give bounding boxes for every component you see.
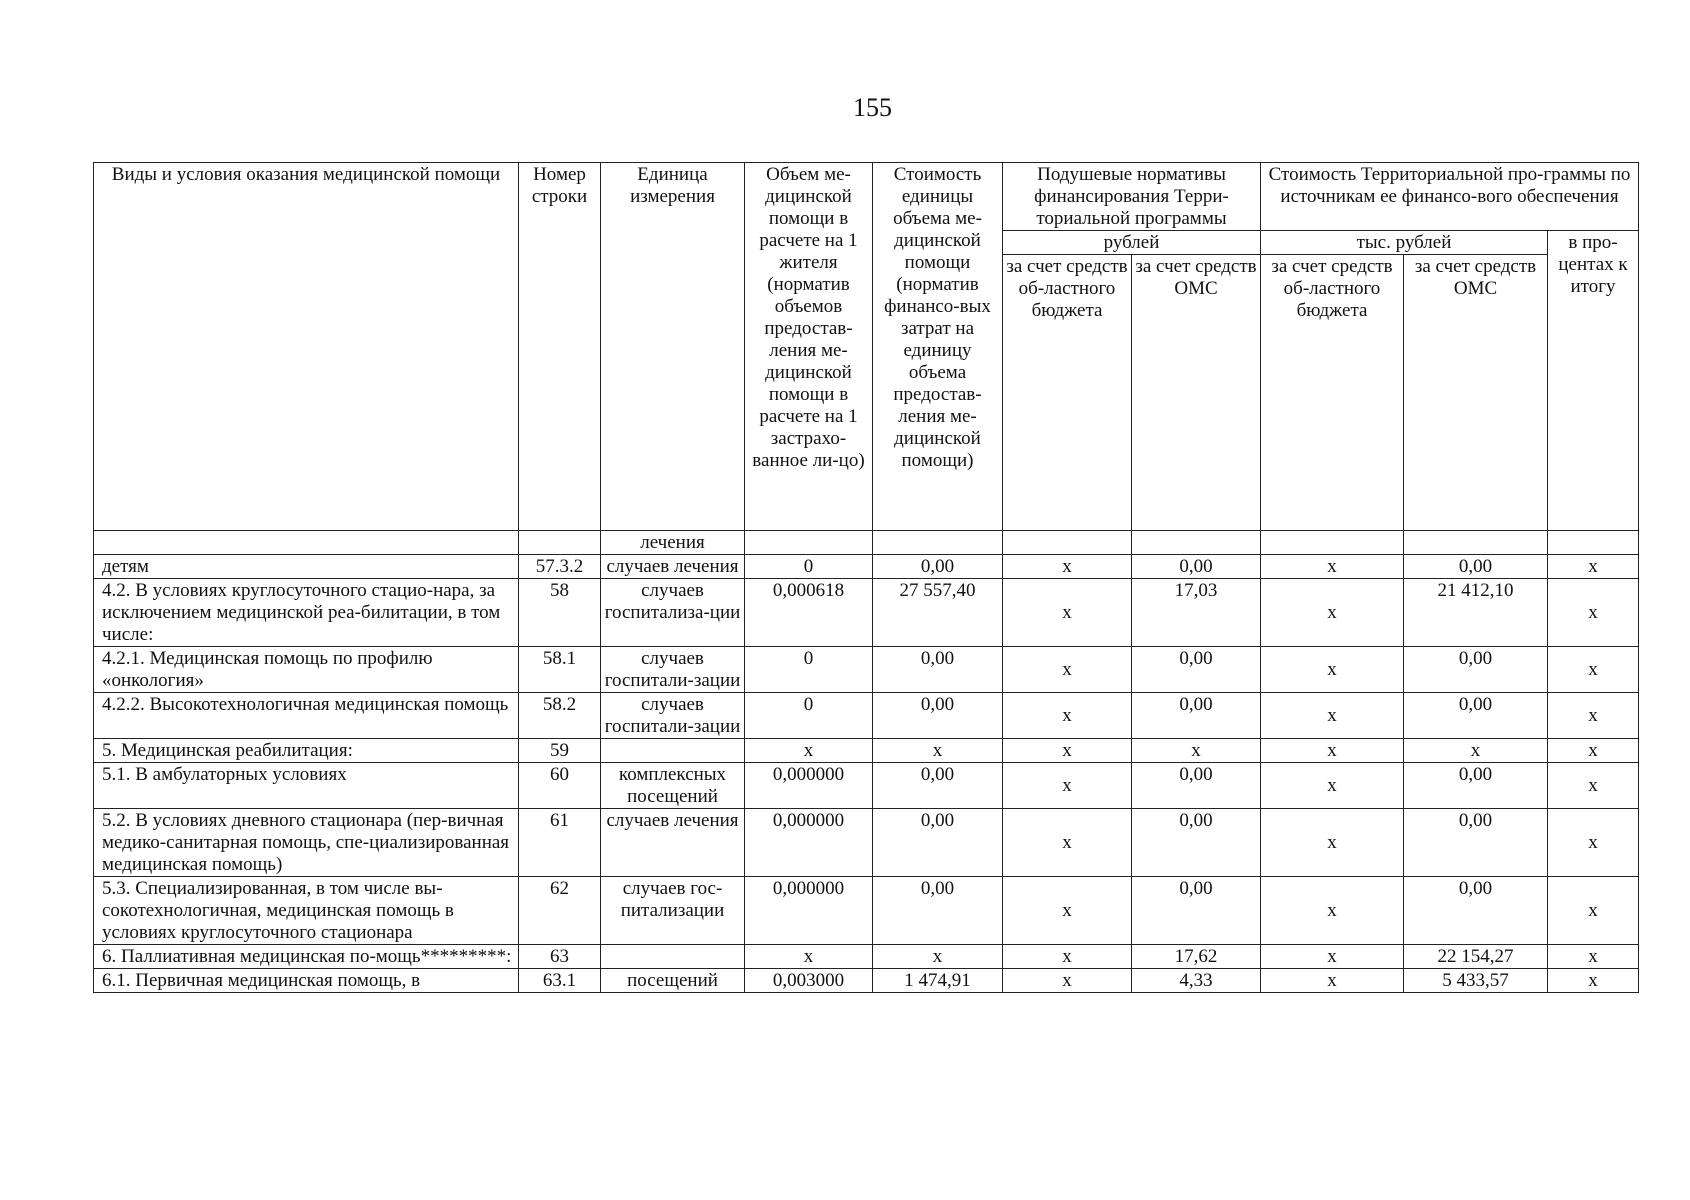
cell-volume: 0,000000: [745, 877, 873, 945]
cell-volume: 0: [745, 647, 873, 693]
cell-percent: [1548, 531, 1639, 555]
cell-volume: x: [745, 739, 873, 763]
cell-percent: x: [1548, 739, 1639, 763]
cell-regional-rub: x: [1003, 763, 1132, 809]
cell-unit-cost: 0,00: [873, 763, 1003, 809]
header-regional-budget-2: за счет средств об-ластного бюджета: [1261, 255, 1404, 531]
cell-percent: x: [1548, 969, 1639, 993]
cell-regional-rub: x: [1003, 647, 1132, 693]
cell-regional-thous: x: [1261, 647, 1404, 693]
cell-regional-thous: x: [1261, 579, 1404, 647]
cell-percent: x: [1548, 555, 1639, 579]
cell-unit-cost: 1 474,91: [873, 969, 1003, 993]
cell-oms-rub: 0,00: [1132, 693, 1261, 739]
cell-regional-rub: x: [1003, 555, 1132, 579]
cell-volume: 0: [745, 693, 873, 739]
table-row: [94, 647, 1639, 693]
medical-care-table: [93, 162, 1639, 993]
header-regional-budget: за счет средств об-ластного бюджета: [1003, 255, 1132, 531]
cell-unit: случаев гос-питализации: [601, 877, 745, 945]
cell-unit: случаев госпитали-зации: [601, 693, 745, 739]
cell-unit-cost: 0,00: [873, 693, 1003, 739]
cell-row-number: 60: [519, 763, 601, 809]
table-row: [94, 739, 1639, 763]
header-volume: Объем ме-дицинской помощи в расчете на 1 жителя (норматив объемов предостав-ления ме-дицинской помощи в расчете на 1 застрахо-ванное ли-цо): [745, 163, 873, 531]
cell-oms-rub: 17,03: [1132, 579, 1261, 647]
cell-unit: [601, 945, 745, 969]
cell-volume: 0: [745, 555, 873, 579]
cell-regional-thous: x: [1261, 969, 1404, 993]
cell-oms-rub: 0,00: [1132, 555, 1261, 579]
cell-regional-thous: x: [1261, 693, 1404, 739]
cell-percent: x: [1548, 945, 1639, 969]
cell-regional-thous: x: [1261, 739, 1404, 763]
cell-volume: 0,000618: [745, 579, 873, 647]
table-row: [94, 809, 1639, 877]
cell-regional-rub: [1003, 531, 1132, 555]
cell-volume: x: [745, 945, 873, 969]
header-row-number: Номер строки: [519, 163, 601, 531]
cell-oms-rub: x: [1132, 739, 1261, 763]
cell-care-type: детям: [94, 555, 519, 579]
cell-regional-rub: x: [1003, 579, 1132, 647]
cell-unit-cost: x: [873, 945, 1003, 969]
cell-regional-rub: x: [1003, 945, 1132, 969]
table-row: [94, 969, 1639, 993]
header-per-capita-norms: Подушевые нормативы финансирования Терри-ториальной программы: [1003, 163, 1261, 231]
cell-care-type: 4.2.1. Медицинская помощь по профилю «онкология»: [94, 647, 519, 693]
cell-percent: x: [1548, 877, 1639, 945]
cell-oms-rub: 0,00: [1132, 647, 1261, 693]
table-row: [94, 531, 1639, 555]
cell-unit-cost: 0,00: [873, 647, 1003, 693]
cell-regional-rub: x: [1003, 739, 1132, 763]
cell-unit: случаев госпитализа-ции: [601, 579, 745, 647]
cell-volume: 0,000000: [745, 763, 873, 809]
cell-row-number: 62: [519, 877, 601, 945]
cell-unit: случаев госпитали-зации: [601, 647, 745, 693]
cell-row-number: 61: [519, 809, 601, 877]
cell-unit-cost: 0,00: [873, 877, 1003, 945]
cell-regional-rub: x: [1003, 809, 1132, 877]
header-percent-total: в про-центах к итогу: [1548, 231, 1639, 531]
cell-oms-rub: 0,00: [1132, 809, 1261, 877]
cell-row-number: 63.1: [519, 969, 601, 993]
cell-oms-thous: 0,00: [1404, 877, 1548, 945]
cell-oms-rub: 0,00: [1132, 877, 1261, 945]
cell-regional-thous: x: [1261, 763, 1404, 809]
cell-regional-rub: x: [1003, 969, 1132, 993]
cell-row-number: 58.1: [519, 647, 601, 693]
cell-care-type: 4.2. В условиях круглосуточного стацио-нара, за исключением медицинской реа-билитации, в том числе:: [94, 579, 519, 647]
table-body: [94, 531, 1639, 993]
cell-oms-thous: [1404, 531, 1548, 555]
cell-percent: x: [1548, 647, 1639, 693]
header-unit-thousand-rubles: тыс. рублей: [1261, 231, 1548, 255]
cell-unit: посещений: [601, 969, 745, 993]
cell-regional-thous: x: [1261, 945, 1404, 969]
header-care-type: Виды и условия оказания медицинской помощи: [94, 163, 519, 531]
cell-oms-rub: 17,62: [1132, 945, 1261, 969]
cell-unit: лечения: [601, 531, 745, 555]
cell-care-type: 6.1. Первичная медицинская помощь, в: [94, 969, 519, 993]
header-oms-funds: за счет средств ОМС: [1132, 255, 1261, 531]
cell-oms-rub: [1132, 531, 1261, 555]
cell-care-type: 6. Паллиативная медицинская по-мощь*********:: [94, 945, 519, 969]
cell-regional-rub: x: [1003, 693, 1132, 739]
cell-care-type: 5.1. В амбулаторных условиях: [94, 763, 519, 809]
cell-regional-thous: x: [1261, 877, 1404, 945]
page-number: 155: [853, 93, 892, 122]
header-unit: Единица измерения: [601, 163, 745, 531]
cell-oms-thous: 0,00: [1404, 693, 1548, 739]
cell-regional-thous: x: [1261, 809, 1404, 877]
cell-unit-cost: x: [873, 739, 1003, 763]
cell-oms-thous: 0,00: [1404, 809, 1548, 877]
cell-row-number: 58.2: [519, 693, 601, 739]
cell-unit: случаев лечения: [601, 809, 745, 877]
cell-care-type: 5. Медицинская реабилитация:: [94, 739, 519, 763]
cell-oms-thous: 0,00: [1404, 647, 1548, 693]
cell-volume: 0,000000: [745, 809, 873, 877]
header-unit-cost: Стоимость единицы объема ме-дицинской помощи (норматив финансо-вых затрат на единицу объема предостав-ления ме-дицинской помощи): [873, 163, 1003, 531]
cell-unit-cost: [873, 531, 1003, 555]
cell-oms-thous: 22 154,27: [1404, 945, 1548, 969]
cell-oms-thous: 0,00: [1404, 555, 1548, 579]
cell-unit-cost: 27 557,40: [873, 579, 1003, 647]
cell-oms-thous: 21 412,10: [1404, 579, 1548, 647]
cell-percent: x: [1548, 763, 1639, 809]
cell-percent: x: [1548, 579, 1639, 647]
table-row: [94, 579, 1639, 647]
cell-unit: случаев лечения: [601, 555, 745, 579]
header-program-cost: Стоимость Территориальной про-граммы по источникам ее финансо-вого обеспечения: [1261, 163, 1639, 231]
table-row: [94, 555, 1639, 579]
cell-regional-rub: x: [1003, 877, 1132, 945]
table-header: [94, 163, 1639, 531]
cell-oms-rub: 4,33: [1132, 969, 1261, 993]
cell-oms-thous: 5 433,57: [1404, 969, 1548, 993]
cell-care-type: 5.2. В условиях дневного стационара (пер-вичная медико-санитарная помощь, спе-циализированная медицинская помощь): [94, 809, 519, 877]
cell-volume: [745, 531, 873, 555]
cell-row-number: 57.3.2: [519, 555, 601, 579]
table-row: [94, 693, 1639, 739]
cell-regional-thous: [1261, 531, 1404, 555]
cell-volume: 0,003000: [745, 969, 873, 993]
cell-row-number: 59: [519, 739, 601, 763]
cell-unit: комплексных посещений: [601, 763, 745, 809]
cell-regional-thous: x: [1261, 555, 1404, 579]
table-row: [94, 945, 1639, 969]
cell-unit: [601, 739, 745, 763]
header-oms-funds-2: за счет средств ОМС: [1404, 255, 1548, 531]
cell-oms-thous: 0,00: [1404, 763, 1548, 809]
header-unit-rubles: рублей: [1003, 231, 1261, 255]
cell-row-number: 58: [519, 579, 601, 647]
cell-care-type: [94, 531, 519, 555]
table-row: [94, 763, 1639, 809]
cell-care-type: 4.2.2. Высокотехнологичная медицинская помощь: [94, 693, 519, 739]
cell-percent: x: [1548, 693, 1639, 739]
cell-unit-cost: 0,00: [873, 809, 1003, 877]
cell-care-type: 5.3. Специализированная, в том числе вы-сокотехнологичная, медицинская помощь в условиях круглосуточного стационара: [94, 877, 519, 945]
cell-oms-rub: 0,00: [1132, 763, 1261, 809]
cell-oms-thous: x: [1404, 739, 1548, 763]
cell-row-number: 63: [519, 945, 601, 969]
cell-unit-cost: 0,00: [873, 555, 1003, 579]
table-row: [94, 877, 1639, 945]
cell-percent: x: [1548, 809, 1639, 877]
cell-row-number: [519, 531, 601, 555]
